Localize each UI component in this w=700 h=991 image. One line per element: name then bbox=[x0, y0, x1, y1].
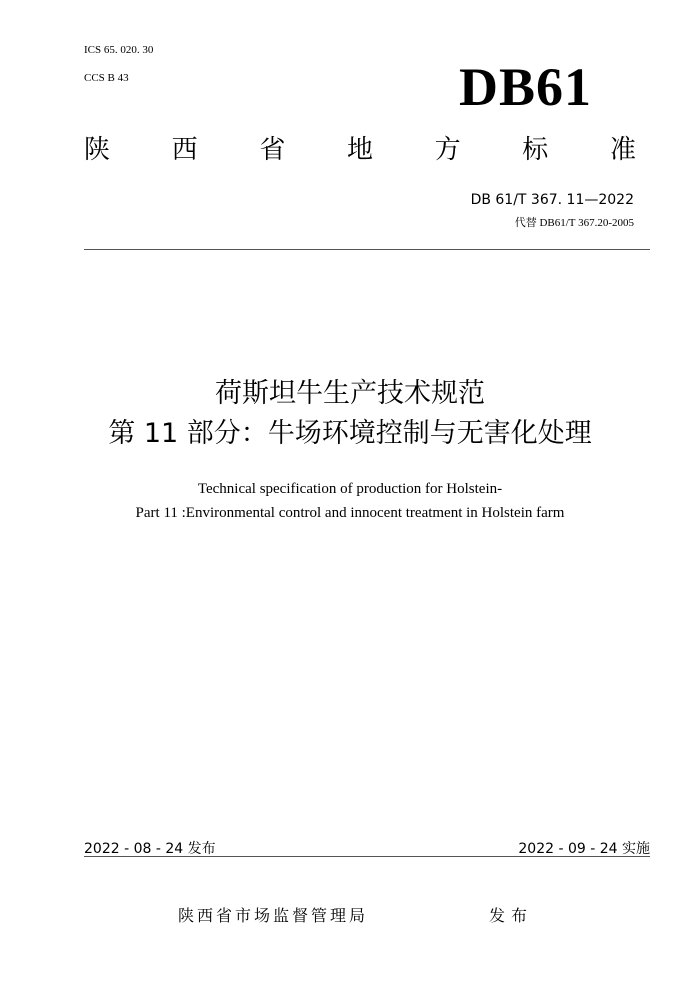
replaces-standard: 代替 DB61/T 367.20-2005 bbox=[514, 217, 634, 229]
standard-type-char: 方 bbox=[434, 135, 461, 165]
chinese-title-line-1: 荷斯坦牛生产技术规范 bbox=[215, 378, 485, 409]
standard-type-char: 准 bbox=[609, 135, 636, 165]
implementation-date: 2022 - 09 - 24 实施 bbox=[518, 841, 650, 857]
issue-label: 发布 bbox=[489, 906, 534, 925]
standard-type-char: 地 bbox=[346, 135, 373, 165]
ccs-code: CCS B 43 bbox=[84, 72, 129, 84]
standard-type-char: 标 bbox=[522, 135, 549, 165]
issuing-authority: 陕西省市场监督管理局 bbox=[178, 906, 369, 925]
standard-number: DB 61/T 367. 11—2022 bbox=[470, 192, 634, 208]
english-title-line-2: Part 11 :Environmental control and innocent treatment in Holstein farm bbox=[135, 505, 565, 521]
top-divider bbox=[84, 249, 650, 250]
standard-code-logo: DB61 bbox=[459, 57, 593, 117]
standard-type-title bbox=[84, 137, 636, 163]
standard-type-char: 西 bbox=[171, 135, 198, 165]
standard-type-char: 陕 bbox=[84, 135, 111, 165]
ics-code: ICS 65. 020. 30 bbox=[84, 44, 154, 56]
bottom-divider bbox=[84, 856, 650, 857]
chinese-title-line-2: 第 11 部分：牛场环境控制与无害化处理 bbox=[108, 418, 592, 449]
english-title-line-1: Technical specification of production for Holstein- bbox=[197, 481, 503, 497]
standard-type-char: 省 bbox=[259, 135, 286, 165]
issue-date: 2022 - 08 - 24 发布 bbox=[84, 841, 216, 857]
